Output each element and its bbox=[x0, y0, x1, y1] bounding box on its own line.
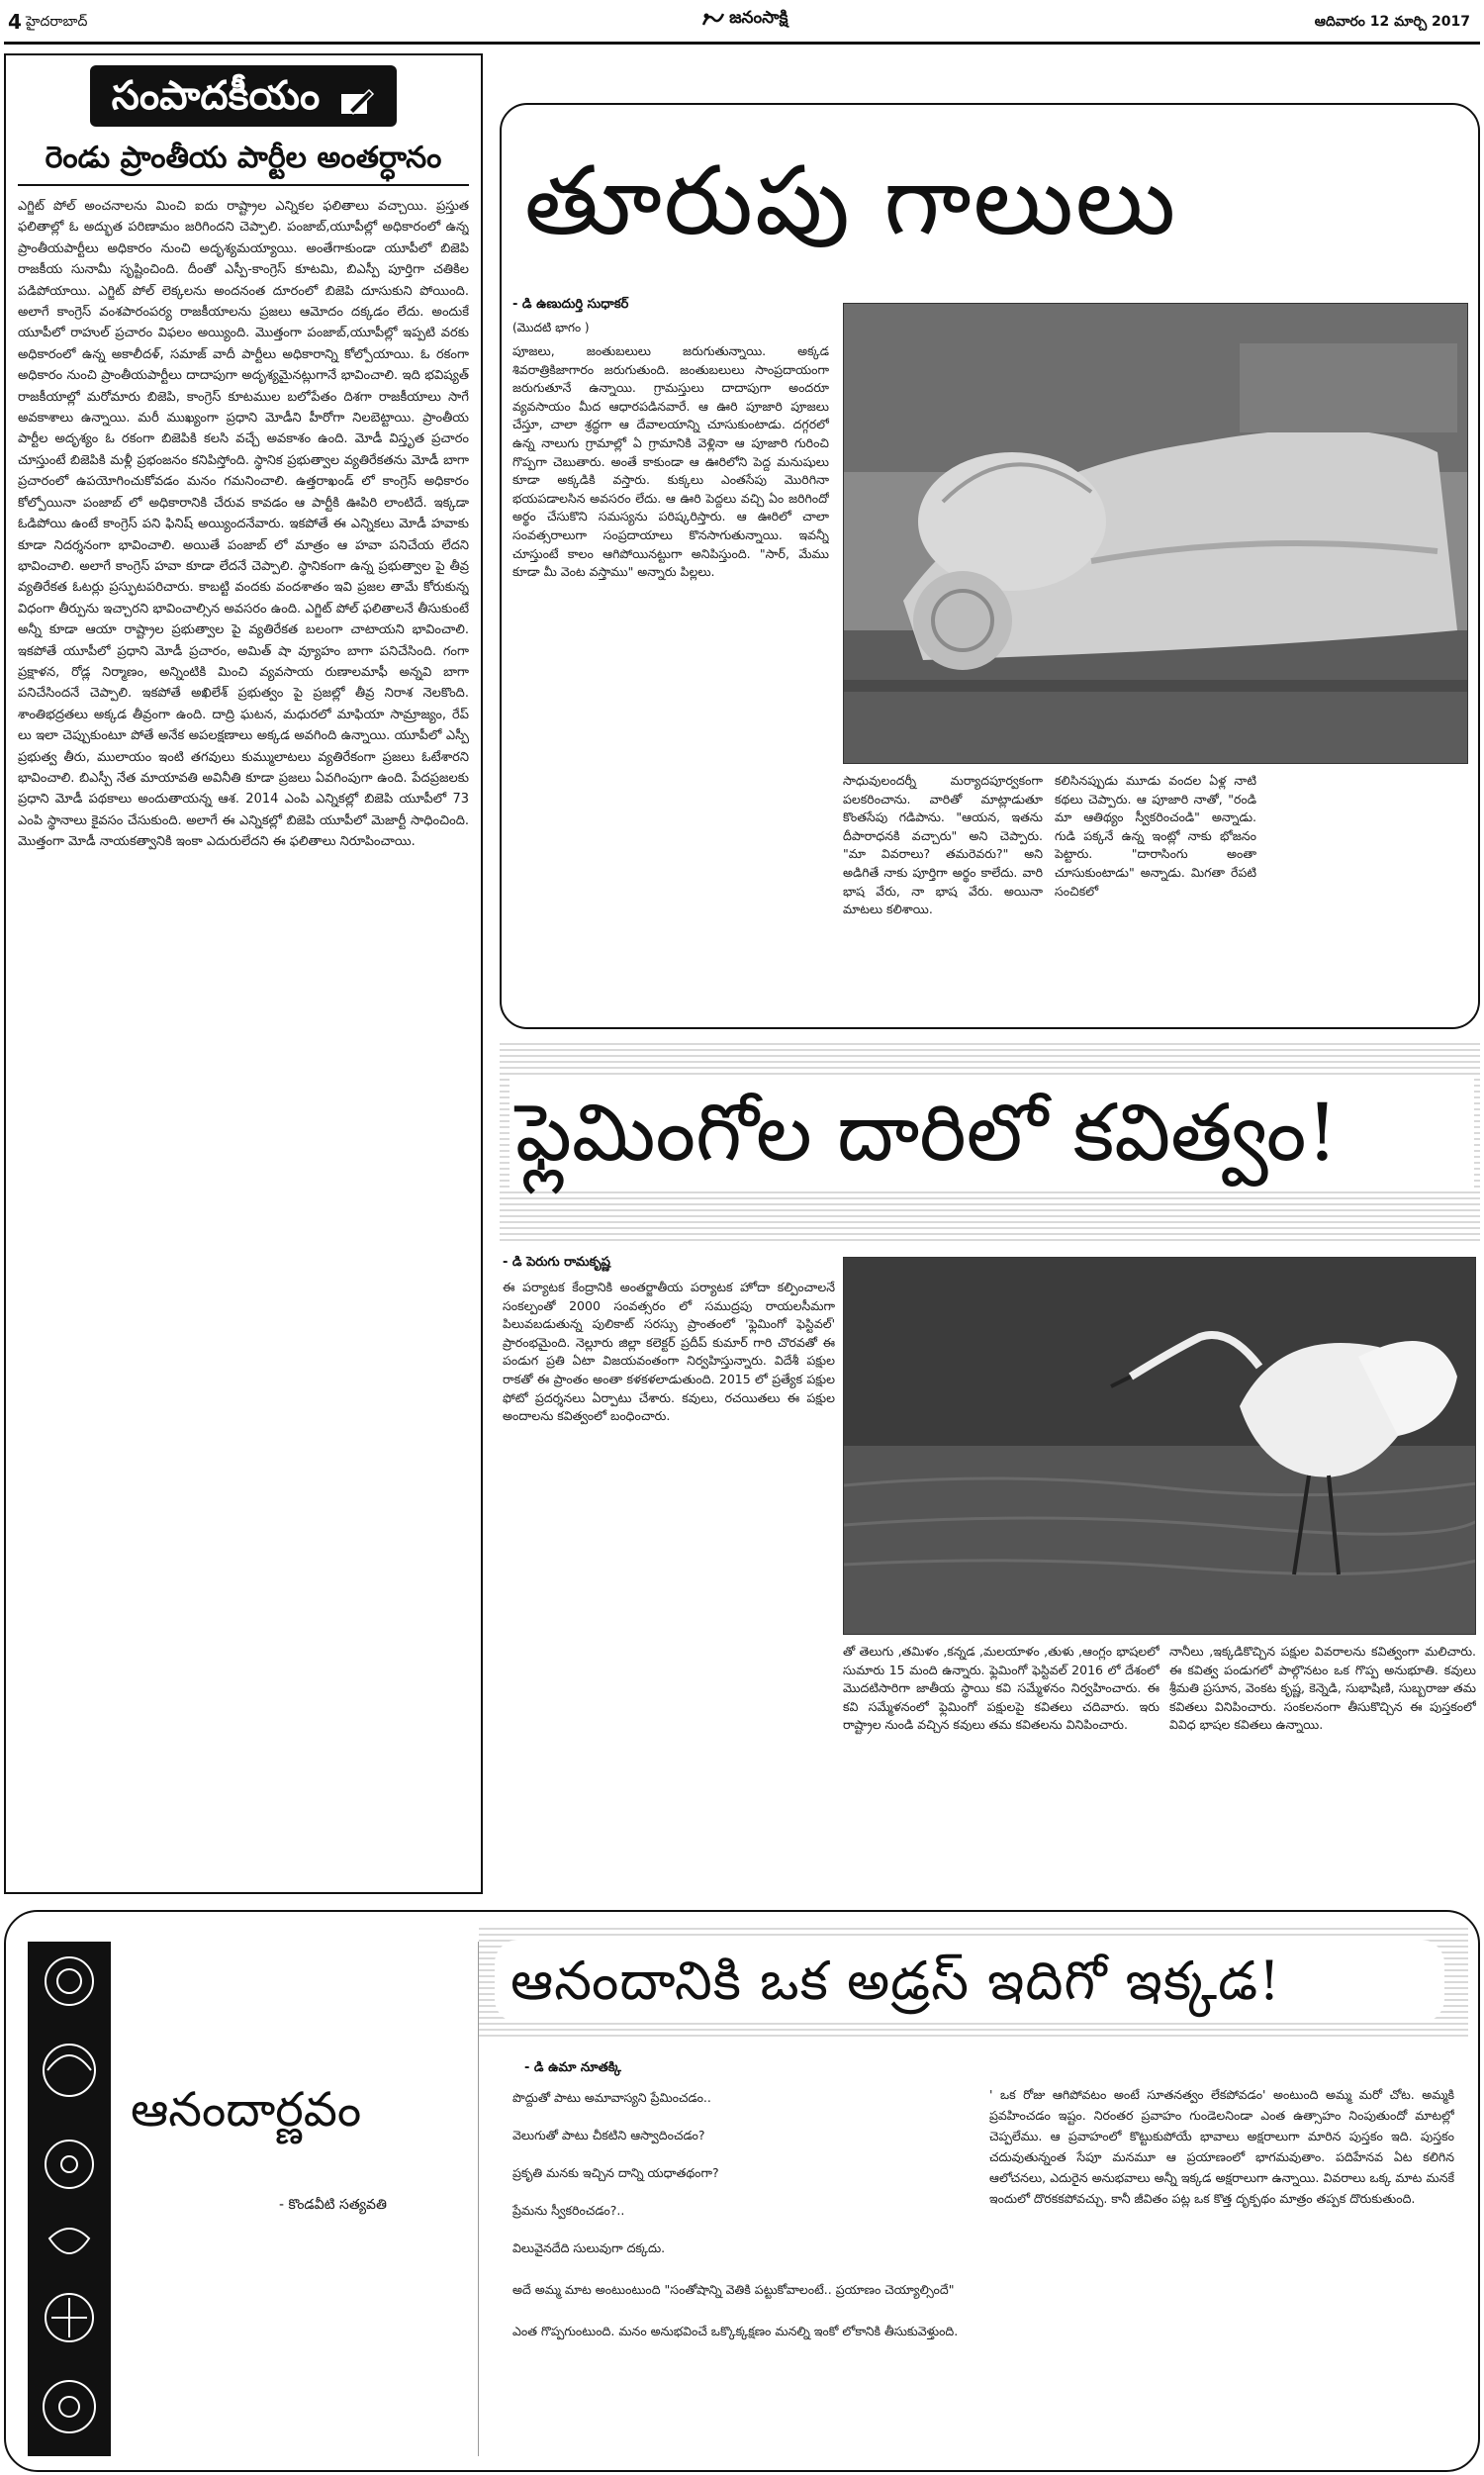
book-cover bbox=[111, 1942, 479, 2456]
question-2: వెలుగుతో పాటు చీకటిని ఆస్వాదించడం? bbox=[512, 2128, 705, 2142]
article-2-byline: - డి పెరుగు రామకృష్ణ bbox=[503, 1255, 610, 1270]
article-1-byline: - డి ఉణుదుర్తి సుధాకర్ bbox=[512, 297, 629, 312]
editorial-rule bbox=[18, 184, 469, 186]
book-title: ఆనందార్ణవం bbox=[131, 2082, 362, 2138]
editorial-box bbox=[4, 53, 483, 1894]
book-author: - కొండవీటి సత్యవతి bbox=[279, 2197, 387, 2213]
article-3-byline: - డి ఉమా నూతక్కి bbox=[524, 2060, 621, 2075]
editorial-body: ఎగ్జిట్ పోల్ అంచనాలను మించి ఐదు రాష్ట్రాల ఎన్నికల ఫలితాలు వచ్చాయి. ప్రస్తుత ఫలితాల్లో ఓ అద్భుత పరిణామం జరిగిందని చెప్పాలి. పంజాబ్,యూపీల్లో అధికారంలో ఉన్న ప్రాంతీయపార్టీలు అధికారం నుంచి అదృశ్యమయ్యాయి. అంతేగాకుండా యూపీలో బిజెపి రాజకీయ సునామీ సృష్టించింది. దీంతో ఎస్పీ-కాంగ్రెస్ కూటమి, బిఎస్పీ పూర్తిగా చతికిల పడిపోయాయి. ఎగ్జిట్ పోల్ లెక్కలను అందనంత దూరంలో బిజెపి దూసుకుని పోయింది. అలాగే కాంగ్రెస్ వంశపారంపర్య రాజకీయాలను ప్రజలు ఆమోదం దక్కడం లేదు. అందుకే యూపీలో రాహుల్ ప్రచారం విఫలం అయ్యింది. మొత్తంగా పంజాబ్,యూపీల్లో ఇప్పటి వరకు అధికారంలో ఉన్న అకాలీదళ్, సమాజ్ వాదీ పార్టీలు అధికారాన్ని కోల్పోయాయి. ఓ రకంగా అధికారం నుంచి ప్రాంతీయపార్టీలు దాదాపుగా అదృశ్యమైనట్లుగానే భావించాలి. ఇది భవిష్యత్ రాజకీయాల్లో మరోమారు బిజెపి, కాంగ్రెస్ కూటముల బలోపేతం దిశగా రాజకీయాలు సాగే అవకాశాలు ఉన్నాయి. మరీ ముఖ్యంగా ప్రధాని మోడీని హీరోగా నిలబెట్టాయి. ప్రాంతీయ పార్టీల అదృశ్యం ఓ రకంగా బిజెపికి కలసి వచ్చే అవకాశం ఉంది. మోడీ విస్తృత ప్రచారం చూస్తుంటే బిజెపికి మళ్లీ ప్రభంజనం కనిపిస్తోంది. స్థానిక ప్రభుత్వాల వ్యతిరేకతను మోడీ బాగా ప్రచారంలో ఉపయోగించుకోవడం మనం గమనించాలి. ఉత్తరాఖండ్ లో కాంగ్రెస్ అధికారం కోల్పోయినా పంజాబ్ లో అధికారానికి చేరువ కావడం ఆ పార్టీకి ఊపిరి లాంటిదే. ఇక్కడా ఓడిపోయి ఉంటే కాంగ్రెస్ పని ఫినిష్ అయ్యిందనేవారు. ఇకపోతే ఈ ఎన్నికలు మోడీ హవాకు కూడా నిదర్శనంగా భావించాలి. అయితే పంజాబ్ లో మాత్రం ఆ హవా పనిచేయ లేదని భావించాలి. అలాగే కాంగ్రెస్ హవా కూడా లేదనే చెప్పాలి. స్థానికంగా ఉన్న ప్రభుత్వాల పై తీవ్ర వ్యతిరేకత ఓటర్లు ప్రస్ఫుటపరిచారు. కాబట్టి వందకు వందశాతం ఇవి ప్రజల తామే కోరుకున్న విధంగా తీర్పును ఇచ్చారని భావించాల్సిన అవసరం ఉంది. ఎగ్జిట్ పోల్ ఫలితాలనే తీసుకుంటే అన్నీ కూడా ఆయా రాష్ట్రాల ప్రభుత్వాల పై వ్యతిరేకత బలంగా చాటాయని భావించాలి. ఇకపోతే యూపీలో ప్రధాని మోడీ ప్రచారం, అమిత్ షా వ్యూహం బాగా పనిచేసింది. గంగా ప్రక్షాళన, రోడ్ల నిర్మాణం, అన్నింటికి మించి వ్యవసాయ రుణాలమాఫీ అన్నవి బాగా పనిచేసిందనే చెప్పాలి. ఇకపోతే అఖిలేశ్ ప్రభుత్వం పై ప్రజల్లో తీవ్ర నిరాశ నెలకొంది. శాంతిభద్రతలు అక్కడ తీవ్రంగా ఉంది. దాద్రి ఘటన, మధురలో మాఫియా సామ్రాజ్యం, రేప్ లు ఇలా చెప్పుకుంటూ పోతే అనేక అపలక్షణాలు అక్కడ అవగింది ఉన్నాయి. యూపీలో ఎస్పీ ప్రభుత్వ తీరు, ములాయం ఇంటి తగవులు కుమ్ములాటలు వ్యతిరేకంగా ప్రజలు ఓటేశారని భావించాలి. బిఎస్పీ నేత మాయావతి అవినీతి కూడా ప్రజలు ఏవగింపుగా ఉంది. పేదప్రజలకు ప్రధాని మోడీ పథకాలు అందుతాయన్న ఆశ. 2014 ఎంపి ఎన్నికల్లో బిజెపి యూపీలో 73 ఎంపి స్థానాలు కైవసం చేసుకుంది. అలాగే ఈ ఎన్నికల్లో బిజెపి యూపీలో మెజార్టీ సాధించింది. మొత్తంగా మోడీ నాయకత్వానికి ఇంకా ఎదురులేదని ఈ ఫలితాలు నిరూపించాయి. bbox=[18, 199, 469, 850]
article-1-headline: తూరుపు గాలులు bbox=[524, 145, 1178, 256]
editorial-badge-label: సంపాదకీయం bbox=[111, 72, 321, 119]
book-cover-border bbox=[28, 1942, 111, 2456]
masthead-rule bbox=[4, 42, 1480, 45]
masthead-city: హైదరాబాద్ bbox=[26, 14, 88, 30]
egret-bird-image bbox=[844, 1258, 1476, 1635]
masthead-date: ఆదివారం 12 మార్చి 2017 bbox=[1314, 14, 1470, 30]
pen-icon bbox=[339, 82, 375, 116]
egret-photo bbox=[843, 1257, 1476, 1635]
article-1-col1: పూజలు, జంతుబలులు జరుగుతున్నాయి. అక్కడ శివరాత్రికిజాగారం జరుగుతుంది. జంతుబలులు సాంప్రదాయంగా జరుగుతూనే ఉన్నాయి. గ్రామస్తులు దాదాపుగా అందరూ వ్యవసాయం మీద ఆధారపడినవారే. ఆ ఊరి పూజారి పూజలు చేస్తూ, చాలా శ్రద్ధగా ఆ దేవాలయాన్ని చూసుకుంటాడు. దగ్గరలో ఉన్న నాలుగు గ్రామాల్లో ఏ గ్రామానికి వెళ్లినా ఆ పూజారి గురించి గొప్పగా చెబుతారు. అంతే కాకుండా ఆ ఊరిలోని పెద్ద మనుషులు కూడా అక్కడికి వస్తారు. కుక్కలు ఎంతసేపు మొరిగినా భయపడాలసిన అవసరం లేదు. ఆ ఊరి పెద్దలు వచ్చి ఏం జరిగిందో అర్థం చేసుకొని సమస్యను పరిష్కరిస్తారు. ఆ ఊరిలో చాలా సంవత్సరాలుగా సంప్రదాయాలు కొనసాగుతున్నాయి. ఇవన్నీ చూస్తుంటే కాలం ఆగిపోయినట్టుగా అనిపిస్తుంది. "సార్, మేము కూడా మీ వెంట వస్తాము" అన్నారు పిల్లలు. bbox=[512, 343, 829, 580]
masthead bbox=[0, 0, 1484, 44]
question-3: ప్రకృతి మనకు ఇచ్చిన దాన్ని యధాతథంగా? bbox=[512, 2165, 719, 2180]
paper-name: జనంసాక్షి bbox=[729, 8, 788, 28]
buddha-statue-image bbox=[844, 304, 1468, 764]
peacock-pattern-icon bbox=[28, 1942, 111, 2456]
article-2-col1: ఈ పర్యాటక కేంద్రానికి అంతర్జాతీయ పర్యాటక హోదా కల్పించాలనే సంకల్పంతో 2000 సంవత్సరం లో సముద్రపు రాయలసీమగా పిలువబడుతున్న పులికాట్ సరస్సు ప్రాంతంలో 'ఫ్లెమింగో ఫెస్టివల్' ప్రారంభమైంది. నెల్లూరు జిల్లా కలెక్టర్ ప్రదీప్ కుమార్ గారి చొరవతో ఈ పండుగ ప్రతి ఏటా విజయవంతంగా నిర్వహిస్తున్నారు. విదేశీ పక్షుల రాకతో ఈ ప్రాంతం అంతా కళకళలాడుతుంది. 2015 లో ప్రత్యేక పక్షుల ఫోటో ప్రదర్శనలు ఏర్పాటు చేశారు. కవులు, రచయితలు ఈ పక్షుల అందాలను కవిత్వంలో బంధించారు. bbox=[503, 1280, 835, 1424]
question-1: పొద్దుతో పాటు అమావాస్యని ప్రేమించడం.. bbox=[512, 2090, 711, 2105]
article-3-right-col: ' ఒక రోజు ఆగిపోవటం అంటే సూతనత్వం లేకపోవడం' అంటుంది అమ్మ మరో చోట. అమ్మకి ప్రవహించడం ఇష్టం. నిరంతర ప్రవాహం గుండెలనిండా ఎంత ఉత్సాహం నింపుతుందో మాటల్లో చెప్పలేము. ఆ ప్రవాహంలో కొట్టుకుపోయే భావాలు అక్షరాలుగా మారిన పుస్తకం ఇది. పుస్తకం చదువుతున్నంత సేపూ మనమూ ఆ ప్రయాణంలో భాగమవుతాం. పదిహేనవ ఏట కలిగిన ఆలోచనలు, ఎదురైన అనుభవాలు అన్నీ ఇక్కడ అక్షరాలుగా ఉన్నాయి. వివరాలు ఒక్క మాట మనకే ఇందులో దొరకకపోవచ్చు. కానీ జీవితం పట్ల ఒక కొత్త దృక్పథం మాత్రం తప్పక దొరుకుతుంది. bbox=[989, 2087, 1454, 2206]
page-number: 4 bbox=[8, 10, 22, 34]
article-3-closing: ఎంత గొప్పగుంటుంది. మనం అనుభవించే ఒక్కొక్కక్షణం మనల్ని ఇంకో లోకానికి తీసుకువెళ్తుంది. bbox=[512, 2324, 959, 2338]
editorial-headline: రెండు ప్రాంతీయ పార్టీల అంతర్ధానం bbox=[45, 141, 442, 175]
question-5: విలువైనదేది సులువుగా దక్కదు. bbox=[512, 2240, 666, 2255]
buddha-photo bbox=[843, 303, 1468, 764]
article-3-questions bbox=[512, 2088, 968, 2341]
question-4: ప్రేమను స్వీకరించడం?.. bbox=[512, 2203, 625, 2218]
article-1-col4 bbox=[1268, 772, 1468, 1017]
article-3-headline: ఆనందానికి ఒక అడ్రస్ ఇదిగో ఇక్కడ! bbox=[495, 1940, 1444, 2023]
masthead-logo bbox=[702, 8, 788, 32]
article-1-col2: సాధువులందర్నీ మర్యాదపూర్వకంగా పలకరించాను. వారితో మాట్లాడుతూ కొంతసేపు గడిపాను. "ఆయన, ఇతను దీపారాధనకి వచ్చారు" అని చెప్పారు. "మా వివరాలు? తమరెవరు?" అని అడిగితే నాకు పూర్తిగా అర్థం కాలేదు. వారి భాష వేరు, నా భాష వేరు. అయినా మాటలు కలిశాయి. bbox=[843, 773, 1043, 917]
article-2-headline: ఫ్లెమింగోల దారిలో కవిత్వం! bbox=[510, 1079, 1474, 1188]
article-1-part: (మొదటి భాగం ) bbox=[512, 321, 590, 334]
paper-logo-icon bbox=[702, 11, 724, 29]
article-3-quote: అదే అమ్మ మాట అంటుంటుంది "సంతోషాన్ని వెతికి పట్టుకోవాలంటే.. ప్రయాణం చెయ్యాల్సిందే" bbox=[512, 2282, 955, 2297]
editorial-badge-wrap bbox=[18, 65, 469, 127]
article-2-col3: నానీలు ,ఇక్కడికొచ్చిన పక్షుల వివరాలను కవిత్వంగా మలిచారు. ఈ కవిత్వ పండుగలో పాల్గొనటం ఒక గొప్ప అనుభూతి. కవులు శ్రీమతి ప్రసూన, వెంకట కృష్ణ, కెన్నెడి, సుభాషిణి, సుబ్బరాజు తమ కవితలు వినిపించారు. సంకలనంగా తీసుకొచ్చిన ఈ పుస్తకంలో వివిధ భాషల కవితలు ఉన్నాయి. bbox=[1169, 1644, 1476, 1733]
article-2-col2: తో తెలుగు ,తమిళం ,కన్నడ ,మలయాళం ,తుళు ,ఆంగ్లం భాషలలో సుమారు 15 మంది ఉన్నారు. ఫ్లెమింగో ఫెస్టివల్ 2016 లో దేశంలో మొదటిసారిగా జాతీయ స్థాయి కవి సమ్మేళనం నిర్వహించారు. ఈ కవి సమ్మేళనంలో ఫ్లెమింగో పక్షులపై కవితలు చదివారు. ఇరు రాష్ట్రాల నుండి వచ్చిన కవులు తమ కవితలను వినిపించారు. bbox=[843, 1644, 1159, 1733]
article-1-col3: కలిసినప్పుడు మూడు వందల ఏళ్ల నాటి కథలు చెప్పారు. ఆ పూజారి నాతో, "రండి మా ఆతిథ్యం స్వీకరించండి" అన్నాడు. గుడి పక్కనే ఉన్న ఇంట్లో నాకు భోజనం పెట్టారు. "దారాసింగు అంతా చూసుకుంటాడు" అన్నాడు. మిగతా రేపటి సంచికలో bbox=[1055, 773, 1256, 899]
editorial-badge bbox=[90, 65, 397, 127]
